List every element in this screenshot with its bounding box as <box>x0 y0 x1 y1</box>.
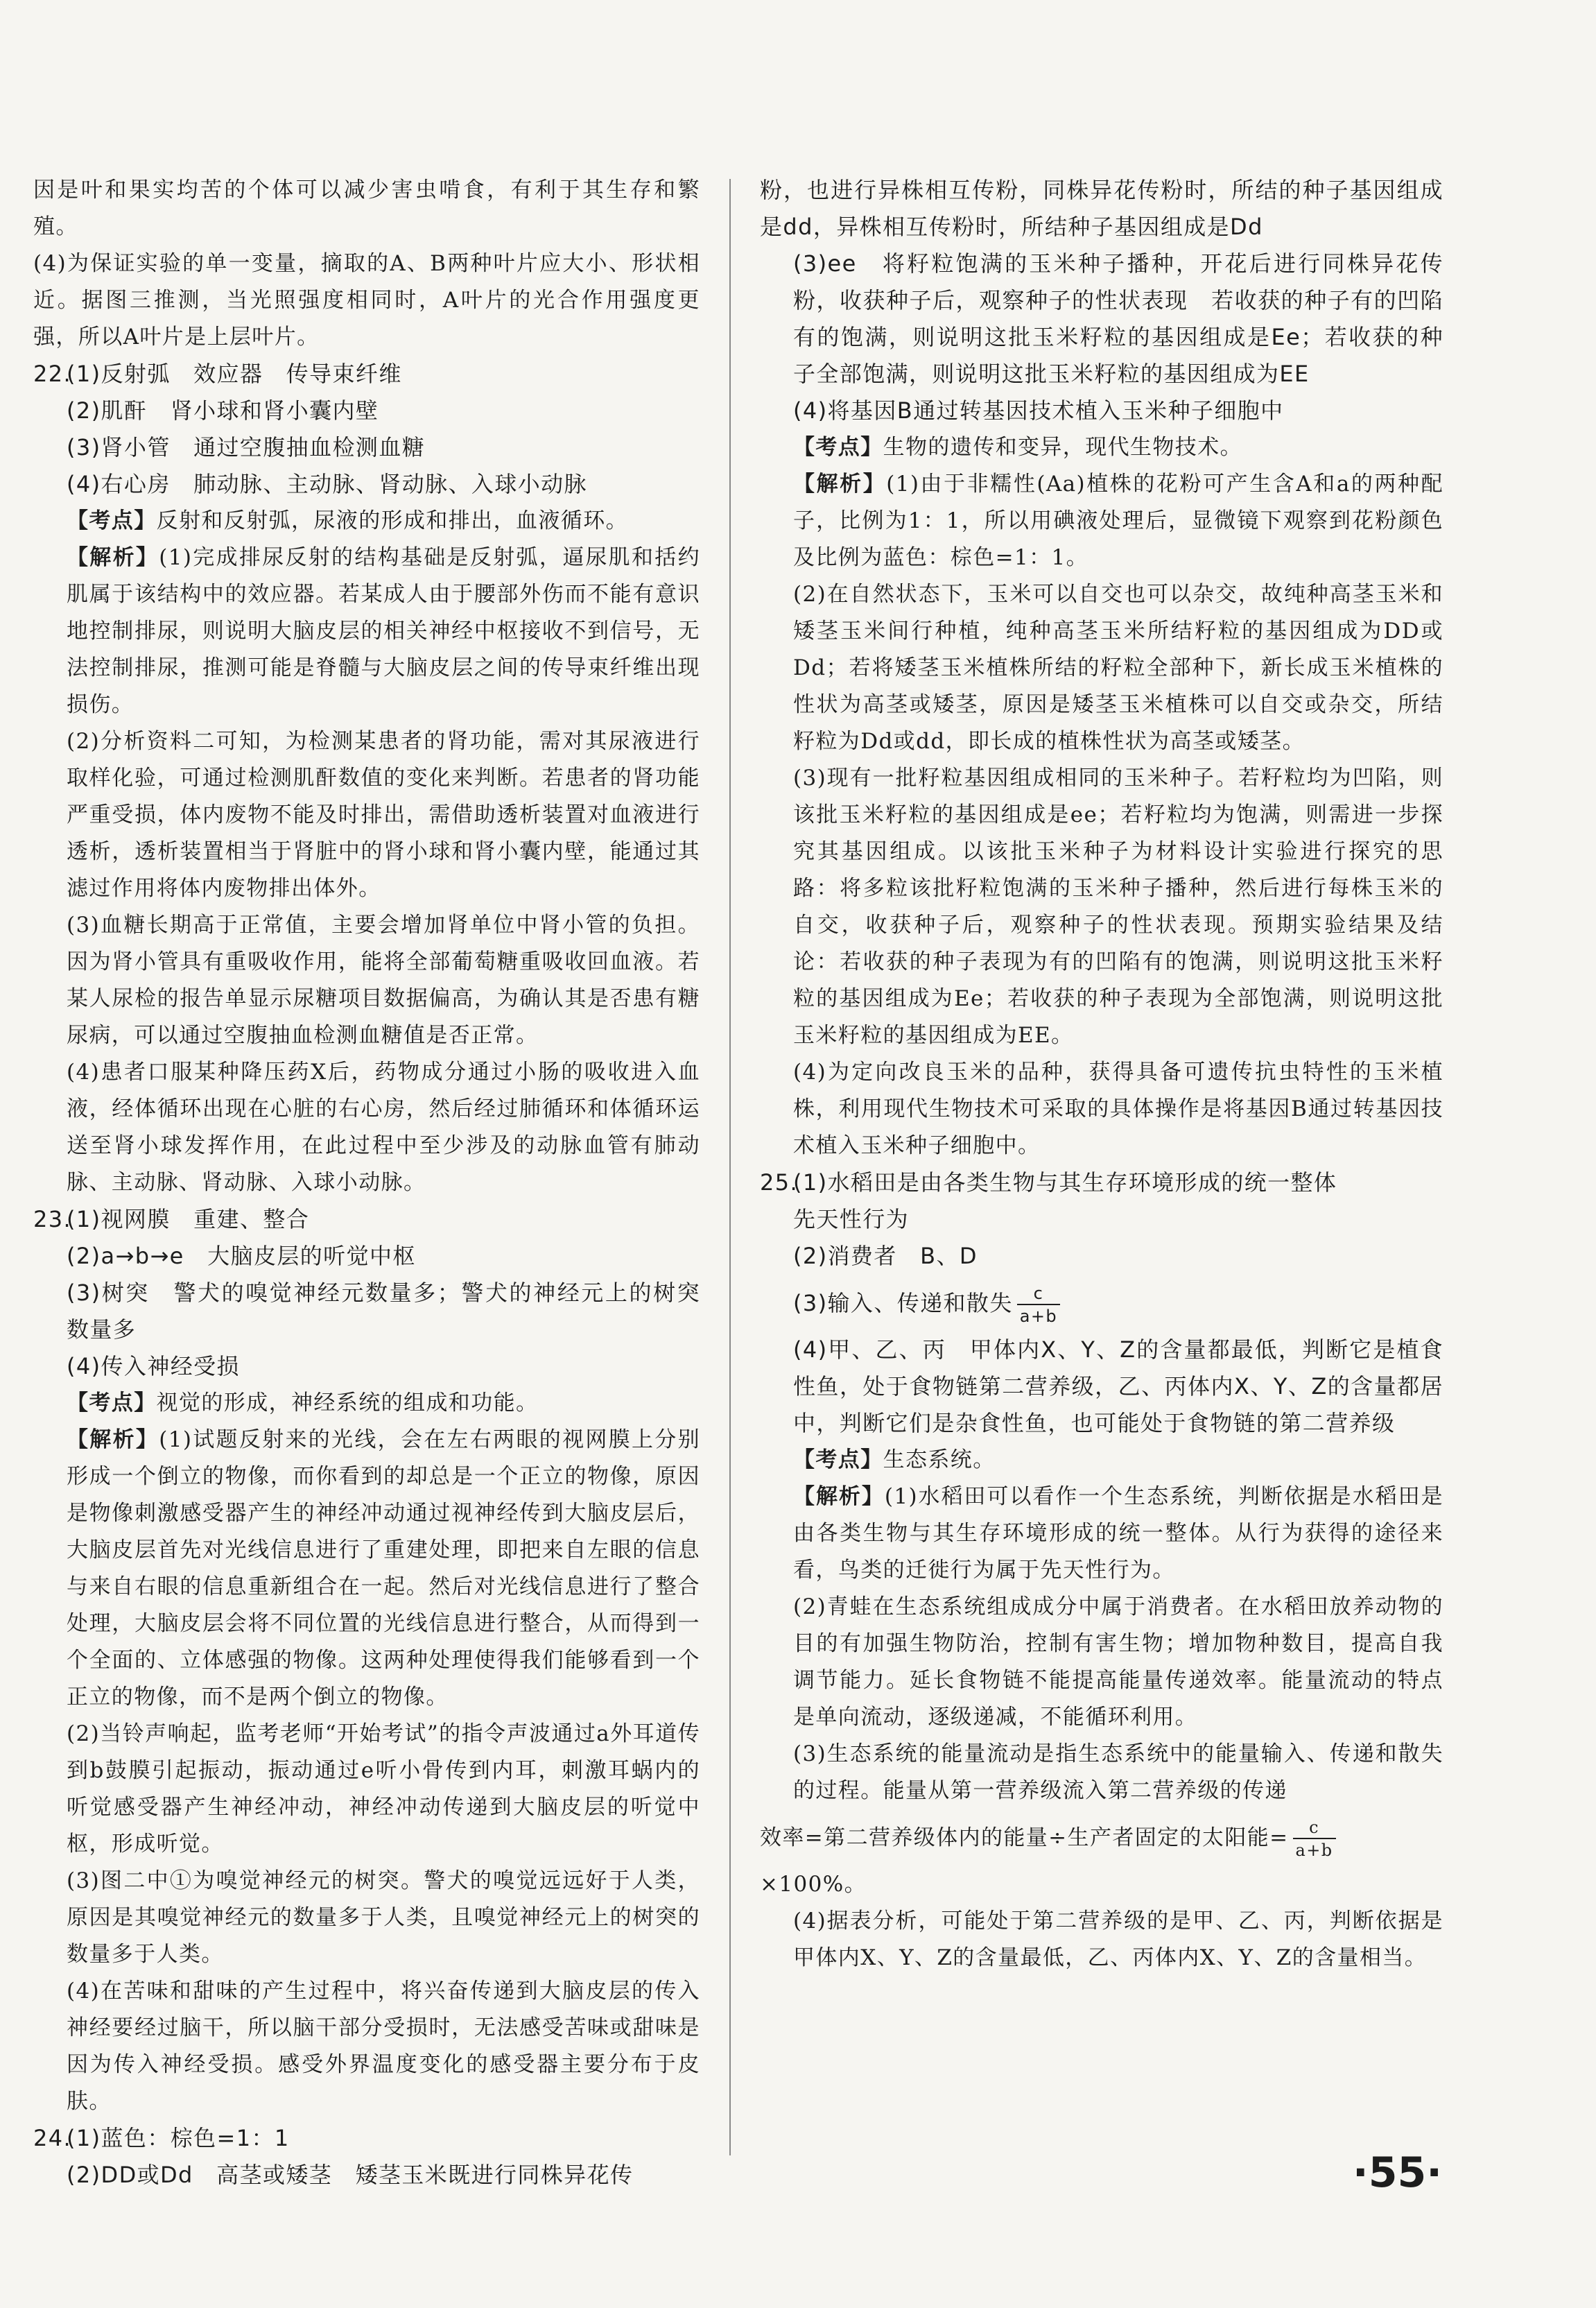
q23-answers <box>33 1201 700 1385</box>
q24-answer-1: (1)蓝色：棕色=1：1 <box>67 2125 290 2151</box>
q25-answer-1b: 先天性行为 <box>793 1206 910 1232</box>
q23-kaodian: 【考点】视觉的形成，神经系统的组成和功能。 <box>67 1390 539 1415</box>
column-divider <box>729 179 731 2155</box>
q24-answer-2-cont: 粉，也进行异株相互传粉，同株异花传粉时，所结的种子基因组成是dd，异株相互传粉时，所结种子基因组成是Dd <box>760 177 1443 240</box>
q22-jiexi-3: (3)血糖长期高于正常值，主要会增加肾单位中肾小管的负担。因为肾小管具有重吸收作用，能将全部葡萄糖重吸收回血液。若某人尿检的报告单显示尿糖项目数据偏高，为确认其是否患有糖尿病，可以通过空腹抽血检测血糖值是否正常。 <box>67 913 700 1048</box>
q22-answer-3: (3)肾小管 通过空腹抽血检测血糖 <box>67 434 426 460</box>
q23-answer-3: (3)树突 警犬的嗅觉神经元数量多；警犬的神经元上的树突数量多 <box>67 1280 700 1343</box>
q25-answer-1: (1)水稻田是由各类生物与其生存环境形成的统一整体 <box>793 1169 1337 1196</box>
q22-kaodian: 【考点】反射和反射弧，尿液的形成和排出，血液循环。 <box>67 508 629 533</box>
q24-jiexi-2: (2)在自然状态下，玉米可以自交也可以杂交，故纯种高茎玉米和矮茎玉米间行种植，纯种高茎玉米所结籽粒的基因组成为DD或Dd；若将矮茎玉米植株所结的籽粒全部种下，新长成玉米植株的性状为高茎或矮茎，原因是矮茎玉米植株可以自交或杂交，所结籽粒为Dd或dd，即长成的植株性状为高茎或矮茎。 <box>793 582 1443 754</box>
left-column <box>33 172 700 2194</box>
q25-number: 25. <box>760 1169 799 1196</box>
q25-jiexi-3: (3)生态系统的能量流动是指生态系统中的能量输入、传递和散失的过程。能量从第一营养级流入第二营养级的传递 <box>793 1741 1443 1803</box>
page-number: ·55· <box>1352 2148 1442 2197</box>
q24-answers-continued <box>760 172 1443 429</box>
q24-answer-4: (4)将基因B通过转基因技术植入玉米种子细胞中 <box>793 397 1284 424</box>
q25-answer-4: (4)甲、乙、丙 甲体内X、Y、Z的含量都最低，判断它是植食性鱼，处于食物链第二营养级，乙、丙体内X、Y、Z的含量都居中，判断它们是杂食性鱼，也可能处于食物链的第二营养级 <box>793 1336 1443 1436</box>
kaodian-tag: 【考点】 <box>793 1447 883 1472</box>
q22-answer-2: (2)肌酐 肾小球和肾小囊内壁 <box>67 397 379 424</box>
q22-answer-1: (1)反射弧 效应器 传导束纤维 <box>67 361 402 387</box>
jiexi-tag: 【解析】 <box>793 472 887 497</box>
q22-answer-4: (4)右心房 肺动脉、主动脉、肾动脉、入球小动脉 <box>67 471 587 497</box>
kaodian-tag: 【考点】 <box>67 1390 157 1415</box>
efficiency-fraction: $\frac{c}{a+b}$ <box>1293 1819 1336 1859</box>
q23-jiexi-3: (3)图二中①为嗅觉神经元的树突。警犬的嗅觉远远好于人类，原因是其嗅觉神经元的数量多于人类，且嗅觉神经元上的树突的数量多于人类。 <box>67 1868 700 1967</box>
q24-jiexi-4: (4)为定向改良玉米的品种，获得具备可遗传抗虫特性的玉米植株，利用现代生物技术可采取的具体操作是将基因B通过转基因技术植入玉米种子细胞中。 <box>793 1060 1443 1158</box>
q24-jiexi-3: (3)现有一批籽粒基因组成相同的玉米种子。若籽粒均为凹陷，则该批玉米籽粒的基因组成是ee；若籽粒均为饱满，则需进一步探究其基因组成。以该批玉米种子为材料设计实验进行探究的思路：将多粒该批籽粒饱满的玉米种子播种，然后进行每株玉米的自交，收获种子后，观察种子的性状表现。预期实验结果及结论：若收获的种子表现为有的凹陷有的饱满，则说明这批玉米籽粒的基因组成为Ee；若收获的种子表现为全部饱满，则说明这批玉米籽粒的基因组成为EE。 <box>793 766 1443 1048</box>
kaodian-tag: 【考点】 <box>793 435 883 460</box>
efficiency-fraction: $\frac{c}{a+b}$ <box>1017 1285 1060 1325</box>
q23-number: 23. <box>33 1206 72 1232</box>
q22-jiexi-2: (2)分析资料二可知，为检测某患者的肾功能，需对其尿液进行取样化验，可通过检测肌酐数值的变化来判断。若患者的肾功能严重受损，体内废物不能及时排出，需借助透析装置对血液进行透析，透析装置相当于肾脏中的肾小球和肾小囊内壁，能通过其滤过作用将体内废物排出体外。 <box>67 729 700 901</box>
q25-jiexi: 【解析】(1)水稻田可以看作一个生态系统，判断依据是水稻田是由各类生物与其生存环境形成的统一整体。从行为获得的途径来看，鸟类的迁徙行为属于先天性行为。 <box>793 1484 1443 1583</box>
intro-paragraph: (4)为保证实验的单一变量，摘取的A、B两种叶片应大小、形状相近。据图三推测，当光照强度相同时，A叶片的光合作用强度更强，所以A叶片是上层叶片。 <box>33 251 700 350</box>
jiexi-tag: 【解析】 <box>67 545 159 570</box>
q24-answer-3: (3)ee 将籽粒饱满的玉米种子播种，开花后进行同株异花传粉，收获种子后，观察种子的性状表现 若收获的种子有的凹陷有的饱满，则说明这批玉米籽粒的基因组成是Ee；若收获的种子全部饱满，则说明这批玉米籽粒的基因组成为EE <box>793 250 1443 387</box>
q23-answer-2: (2)a→b→e 大脑皮层的听觉中枢 <box>67 1243 416 1269</box>
q24-answer-2: (2)DD或Dd 高茎或矮茎 矮茎玉米既进行同株异花传 <box>67 2162 634 2188</box>
q24-number: 24. <box>33 2125 72 2151</box>
q25-answer-3: (3)输入、传递和散失 $\frac{c}{a+b}$ <box>760 1275 1443 1332</box>
q23-jiexi: 【解析】(1)试题反射来的光线，会在左右两眼的视网膜上分别形成一个倒立的物像，而你看到的却总是一个正立的物像，原因是物像刺激感受器产生的神经冲动通过视神经传到大脑皮层后，大脑皮层首先对光线信息进行了重建处理，即把来自左眼的信息与来自右眼的信息重新组合在一起。然后对光线信息进行了整合处理，大脑皮层会将不同位置的光线信息进行整合，从而得到一个全面的、立体感强的物像。这两种处理使得我们能够看到一个正立的物像，而不是两个倒立的物像。 <box>67 1427 700 1710</box>
q23-answer-1: (1)视网膜 重建、整合 <box>67 1206 310 1232</box>
q25-jiexi-3-percent: ×100%。 <box>760 1872 867 1897</box>
kaodian-tag: 【考点】 <box>67 508 157 533</box>
right-column <box>760 172 1443 1977</box>
q25-jiexi-4: (4)据表分析，可能处于第二营养级的是甲、乙、丙，判断依据是甲体内X、Y、Z的含量最低，乙、丙体内X、Y、Z的含量相当。 <box>793 1909 1443 1970</box>
q24-answers <box>33 2120 700 2194</box>
q22-jiexi: 【解析】(1)完成排尿反射的结构基础是反射弧，逼尿肌和括约肌属于该结构中的效应器。若某成人由于腰部外伤而不能有意识地控制排尿，则说明大脑皮层的相关神经中枢接收不到信号，无法控制排尿，推测可能是脊髓与大脑皮层之间的传导束纤维出现损伤。 <box>67 545 700 717</box>
jiexi-tag: 【解析】 <box>67 1427 159 1452</box>
intro-paragraph: 因是叶和果实均苦的个体可以减少害虫啃食，有利于其生存和繁殖。 <box>33 178 700 239</box>
jiexi-tag: 【解析】 <box>793 1484 885 1509</box>
q25-answers <box>760 1164 1443 1442</box>
q22-answers <box>33 356 700 503</box>
q23-jiexi-4: (4)在苦味和甜味的产生过程中，将兴奋传递到大脑皮层的传入神经要经过脑干，所以脑干部分受损时，无法感受苦味或甜味是因为传入神经受损。感受外界温度变化的感受器主要分布于皮肤。 <box>67 1979 700 2114</box>
q22-number: 22. <box>33 361 72 387</box>
q24-jiexi: 【解析】(1)由于非糯性(Aa)植株的花粉可产生含A和a的两种配子，比例为1：1，所以用碘液处理后，显微镜下观察到花粉颜色及比例为蓝色：棕色=1：1。 <box>793 472 1443 570</box>
q23-jiexi-2: (2)当铃声响起，监考老师“开始考试”的指令声波通过a外耳道传到b鼓膜引起振动，振动通过e听小骨传到内耳，刺激耳蜗内的听觉感受器产生神经冲动，神经冲动传递到大脑皮层的听觉中枢，形成听觉。 <box>67 1721 700 1857</box>
q24-kaodian: 【考点】生物的遗传和变异，现代生物技术。 <box>793 435 1243 460</box>
q25-answer-2: (2)消费者 B、D <box>793 1243 978 1269</box>
q23-answer-4: (4)传入神经受损 <box>67 1353 240 1379</box>
q25-kaodian: 【考点】生态系统。 <box>793 1447 996 1472</box>
q22-jiexi-4: (4)患者口服某种降压药X后，药物成分通过小肠的吸收进入血液，经体循环出现在心脏的右心房，然后经过肺循环和体循环运送至肾小球发挥作用，在此过程中至少涉及的动脉血管有肺动脉、主动脉、肾动脉、入球小动脉。 <box>67 1060 700 1195</box>
q25-jiexi-2: (2)青蛙在生态系统组成成分中属于消费者。在水稻田放养动物的目的有加强生物防治，控制有害生物；增加物种数目，提高自我调节能力。延长食物链不能提高能量传递效率。能量流动的特点是单向流动，逐级递减，不能循环利用。 <box>793 1594 1443 1730</box>
q25-jiexi-3-formula: 效率=第二营养级体内的能量÷生产者固定的太阳能= $\frac{c}{a+b}$ <box>760 1809 1443 1866</box>
